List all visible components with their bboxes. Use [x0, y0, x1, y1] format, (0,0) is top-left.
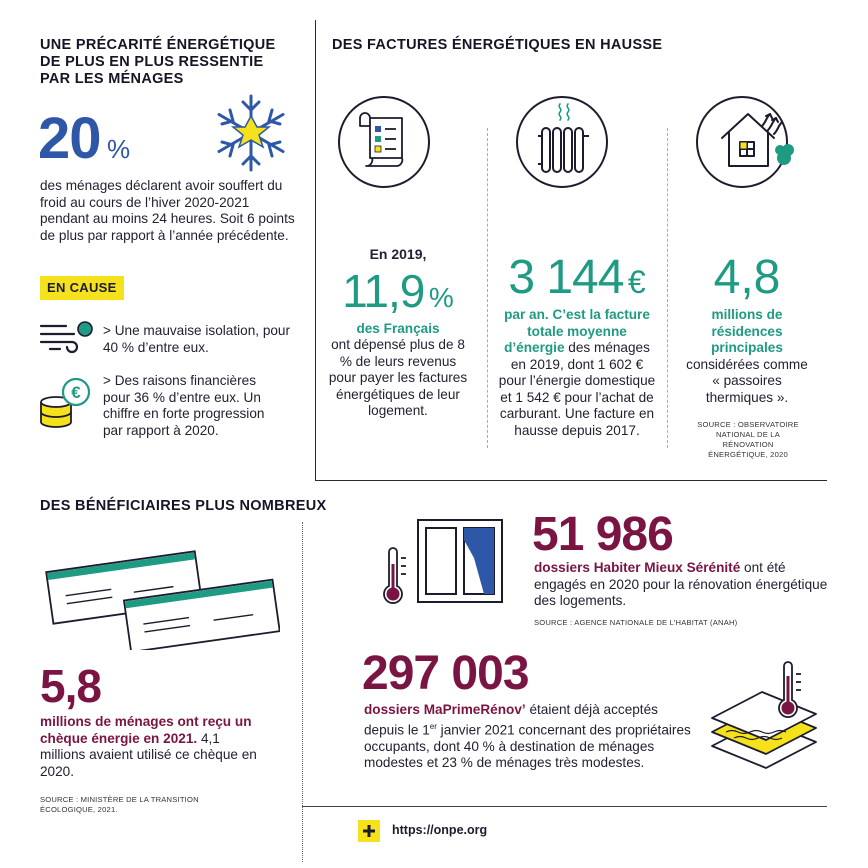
divider-bottom-vertical — [302, 522, 303, 862]
cause-isolation: > Une mauvaise isolation, pour 40 % d’entre eux. — [103, 323, 291, 355]
thermometer-icon — [380, 546, 410, 608]
stat-20-text: des ménages déclarent avoir souffert du froid au cours de l’hiver 2020-2021 pendant au moins 24 heures. Soit 6 points de plus par rapport à l’année précédente. — [40, 178, 295, 243]
stat-11-9: 11,9 % — [342, 264, 454, 317]
cheques-icon — [40, 540, 280, 650]
source-onre: SOURCE : OBSERVATOIRE NATIONAL DE LA RÉNOVATION ÉNERGÉTIQUE, 2020 — [697, 420, 799, 459]
window-icon — [416, 518, 504, 604]
radiator-icon — [536, 100, 592, 180]
source-ministere: SOURCE : MINISTÈRE DE LA TRANSITION ÉCOLOGIQUE, 2021. — [40, 795, 199, 814]
section-title-beneficiaires: DES BÉNÉFICIAIRES PLUS NOMBREUX — [40, 498, 327, 514]
stat-3144: 3 144 € — [508, 251, 646, 304]
stat-297003: 297 003 — [362, 647, 529, 700]
plus-glyph — [358, 820, 380, 842]
factures-col2: 3 144 € par an. C’est la facture totale moyenne d’énergie des ménages en 2019, dont 1 602 € pour l’énergie domestique et 1 542 € pour l’achat de carburant. Une facture en hausse depuis 2017. — [498, 251, 656, 438]
stat-4-8: 4,8 — [713, 251, 781, 304]
section-title-precarite: UNE PRÉCARITÉ ÉNERGÉTIQUE DE PLUS EN PLUS RESSENTIE PAR LES MÉNAGES — [40, 37, 276, 87]
divider-top-vertical — [315, 20, 316, 480]
insulation-icon — [704, 660, 824, 778]
en-cause-badge: EN CAUSE — [40, 276, 124, 300]
stat-5-8: 5,8 — [40, 660, 101, 712]
col-separator-1 — [487, 128, 488, 448]
factures-col1: En 2019, 11,9 % des Français ont dépensé plus de 8 % de leurs revenus pour payer les factures énergétiques de leur logement. — [328, 246, 468, 418]
col-separator-2 — [667, 128, 668, 448]
stat-51986: 51 986 — [532, 508, 673, 561]
plus-icon[interactable] — [358, 820, 380, 842]
stat-20-percent: 20 % — [38, 106, 131, 171]
anah-text: dossiers Habiter Mieux Sérénité ont été engagés en 2020 pour la rénovation énergétique des logements. — [534, 560, 828, 608]
snowflake-icon — [210, 92, 292, 174]
wind-icon — [38, 318, 94, 354]
house-icon — [718, 104, 798, 176]
svg-text:€: € — [71, 383, 81, 402]
factures-col3: 4,8 millions de résidences principales considérées comme « passoires thermiques ». — [686, 251, 808, 405]
euro-coins-icon — [36, 374, 94, 432]
mpr-text: dossiers MaPrimeRénov’ étaient déjà acceptés depuis le 1er janvier 2021 concernant des propriétaires occupants, dont 40 % à destination de ménages modestes et 23 % de ménages très modestes. — [364, 702, 691, 771]
cause-financieres: > Des raisons financières pour 36 % d’entre eux. Un chiffre en forte progression par rapport à 2020. — [103, 373, 265, 438]
cheque-text: millions de ménages ont reçu un chèque énergie en 2021. 4,1 millions avaient utilisé ce chèque en 2020. — [40, 714, 257, 779]
bill-icon — [356, 112, 414, 172]
divider-horizontal — [315, 480, 827, 481]
onpe-link[interactable]: https://onpe.org — [392, 823, 488, 837]
section-title-factures: DES FACTURES ÉNERGÉTIQUES EN HAUSSE — [332, 37, 663, 53]
divider-link — [302, 806, 827, 807]
source-anah: SOURCE : AGENCE NATIONALE DE L’HABITAT (ANAH) — [534, 618, 738, 627]
